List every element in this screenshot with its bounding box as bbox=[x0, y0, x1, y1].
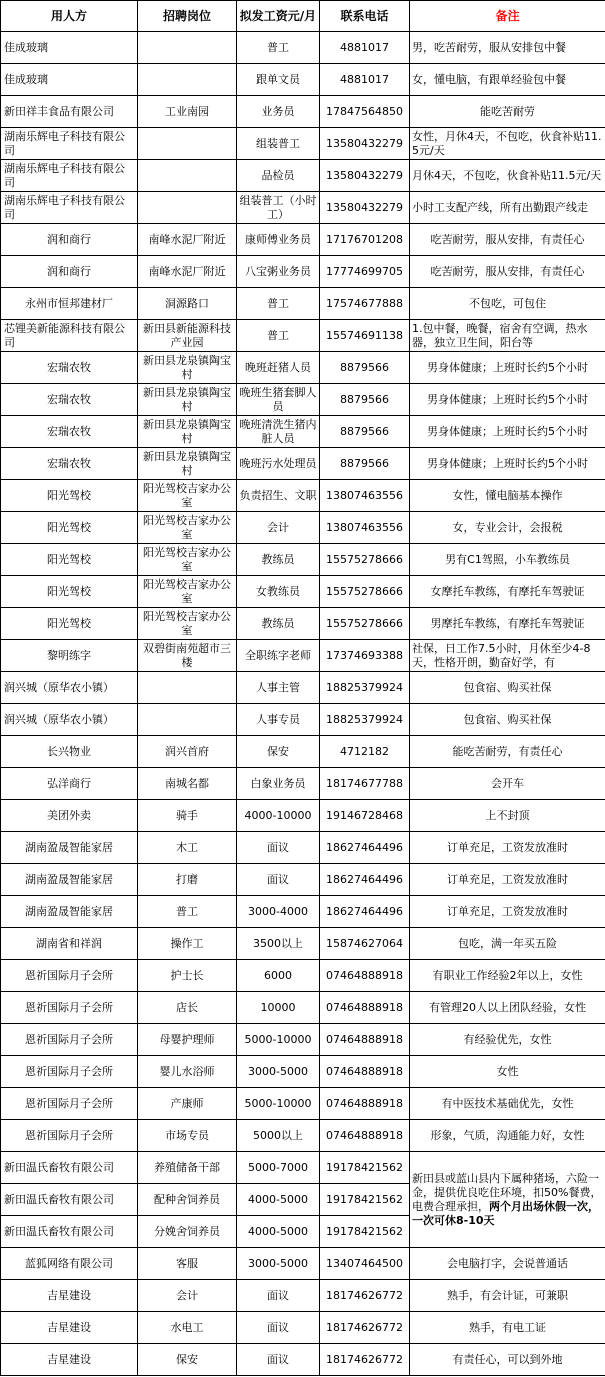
table-row bbox=[1, 64, 605, 96]
remark-cell: 有责任心，可以到外地 bbox=[410, 1344, 605, 1376]
remark-cell: 有中医技术基础优先，女性 bbox=[410, 1088, 605, 1120]
remark-cell: 包食宿、购买社保 bbox=[410, 672, 605, 704]
table-row bbox=[1, 288, 605, 320]
phone-cell: 18825379924 bbox=[320, 672, 410, 704]
location-cell: 润兴首府 bbox=[138, 736, 237, 768]
employer-cell: 恩祈国际月子会所 bbox=[1, 992, 138, 1024]
remark-cell: 有经验优先，女性 bbox=[410, 1024, 605, 1056]
phone-cell: 17574677888 bbox=[320, 288, 410, 320]
header-salary: 拟发工资元/月 bbox=[237, 1, 320, 32]
salary-cell: 5000-10000 bbox=[237, 1088, 320, 1120]
location-cell bbox=[138, 160, 237, 192]
remark-cell: 能吃苦耐劳 bbox=[410, 96, 605, 128]
table-row bbox=[1, 480, 605, 512]
remark-cell: 熟手，有电工证 bbox=[410, 1312, 605, 1344]
position-cell: 晚班生猪套脚人员 bbox=[237, 384, 320, 416]
table-row bbox=[1, 1056, 605, 1088]
remark-cell: 有职业工作经验2年以上，女性 bbox=[410, 960, 605, 992]
phone-cell: 18825379924 bbox=[320, 704, 410, 736]
location-cell: 阳光驾校吉家办公室 bbox=[138, 512, 237, 544]
phone-cell: 18627464496 bbox=[320, 832, 410, 864]
employer-cell: 长兴物业 bbox=[1, 736, 138, 768]
remark-cell: 男摩托车教练，有摩托车驾驶证 bbox=[410, 608, 605, 640]
table-row bbox=[1, 448, 605, 480]
employer-cell: 蓝狐网络有限公司 bbox=[1, 1248, 138, 1280]
position-cell: 组装普工（小时工） bbox=[237, 192, 320, 224]
salary-cell: 3500以上 bbox=[237, 928, 320, 960]
location-cell: 双碧街南苑超市三楼 bbox=[138, 640, 237, 672]
table-row bbox=[1, 896, 605, 928]
phone-cell: 07464888918 bbox=[320, 1056, 410, 1088]
table-row bbox=[1, 992, 605, 1024]
table-row bbox=[1, 416, 605, 448]
table-row bbox=[1, 768, 605, 800]
location-cell: 新田县龙泉镇陶宝村 bbox=[138, 448, 237, 480]
phone-cell: 8879566 bbox=[320, 448, 410, 480]
position-cell: 教练员 bbox=[237, 608, 320, 640]
table-row bbox=[1, 864, 605, 896]
table-row bbox=[1, 1312, 605, 1344]
phone-cell: 07464888918 bbox=[320, 1024, 410, 1056]
table-row bbox=[1, 576, 605, 608]
phone-cell: 4881017 bbox=[320, 64, 410, 96]
table-row bbox=[1, 128, 605, 160]
position-cell: 分娩舍饲养员 bbox=[138, 1216, 237, 1248]
table-row bbox=[1, 512, 605, 544]
location-cell: 阳光驾校吉家办公室 bbox=[138, 480, 237, 512]
table-row bbox=[1, 928, 605, 960]
header-employer: 用人方 bbox=[1, 1, 138, 32]
position-cell: 白象业务员 bbox=[237, 768, 320, 800]
table-row bbox=[1, 1120, 605, 1152]
location-cell bbox=[138, 192, 237, 224]
position-cell: 全职练字老师 bbox=[237, 640, 320, 672]
salary-cell: 6000 bbox=[237, 960, 320, 992]
location-cell bbox=[138, 128, 237, 160]
employer-cell: 湖南盈晟智能家居 bbox=[1, 864, 138, 896]
salary-cell: 面议 bbox=[237, 1312, 320, 1344]
salary-cell: 3000-4000 bbox=[237, 896, 320, 928]
position-cell: 女教练员 bbox=[237, 576, 320, 608]
remark-cell: 1.包中餐，晚餐，宿舍有空调，热水器，独立卫生间，阳台等 bbox=[410, 320, 605, 352]
location-cell: 南峰水泥厂附近 bbox=[138, 256, 237, 288]
position-cell: 市场专员 bbox=[138, 1120, 237, 1152]
position-cell: 晚班污水处理员 bbox=[237, 448, 320, 480]
employer-cell: 吉星建设 bbox=[1, 1344, 138, 1376]
position-cell: 品检员 bbox=[237, 160, 320, 192]
employer-cell: 永州市恒邦建材厂 bbox=[1, 288, 138, 320]
phone-cell: 4881017 bbox=[320, 32, 410, 64]
location-cell: 工业南园 bbox=[138, 96, 237, 128]
position-cell: 配种舍饲养员 bbox=[138, 1184, 237, 1216]
header-row bbox=[1, 1, 605, 32]
remark-cell: 吃苦耐劳，服从安排，有责任心 bbox=[410, 224, 605, 256]
remark-cell: 不包吃，可包住 bbox=[410, 288, 605, 320]
location-cell bbox=[138, 704, 237, 736]
salary-cell: 5000-10000 bbox=[237, 1024, 320, 1056]
salary-cell: 面议 bbox=[237, 864, 320, 896]
employer-cell: 吉星建设 bbox=[1, 1280, 138, 1312]
employer-cell: 恩祈国际月子会所 bbox=[1, 1120, 138, 1152]
table-row bbox=[1, 704, 605, 736]
position-cell: 母婴护理师 bbox=[138, 1024, 237, 1056]
phone-cell: 18174626772 bbox=[320, 1312, 410, 1344]
employer-cell: 恩祈国际月子会所 bbox=[1, 1024, 138, 1056]
position-cell: 保安 bbox=[237, 736, 320, 768]
remark-cell: 形象，气质，沟通能力好，女性 bbox=[410, 1120, 605, 1152]
salary-cell: 4000-5000 bbox=[237, 1184, 320, 1216]
phone-cell: 19178421562 bbox=[320, 1216, 410, 1248]
table-row bbox=[1, 352, 605, 384]
location-cell: 阳光驾校吉家办公室 bbox=[138, 576, 237, 608]
table-row bbox=[1, 1248, 605, 1280]
employer-cell: 佳成玻璃 bbox=[1, 64, 138, 96]
remark-cell: 订单充足，工资发放准时 bbox=[410, 832, 605, 864]
employer-cell: 佳成玻璃 bbox=[1, 32, 138, 64]
location-cell: 阳光驾校吉家办公室 bbox=[138, 608, 237, 640]
remark-cell: 吃苦耐劳，服从安排，有责任心 bbox=[410, 256, 605, 288]
employer-cell: 新田温氏畜牧有限公司 bbox=[1, 1152, 138, 1184]
salary-cell: 5000-7000 bbox=[237, 1152, 320, 1184]
remark-cell: 小时工支配产线，所有出勤跟产线走 bbox=[410, 192, 605, 224]
remark-cell: 女性，懂电脑基本操作 bbox=[410, 480, 605, 512]
position-cell: 会计 bbox=[138, 1280, 237, 1312]
remark-cell: 女性 bbox=[410, 1056, 605, 1088]
salary-cell: 4000-10000 bbox=[237, 800, 320, 832]
remark-cell: 女，专业会计，会报税 bbox=[410, 512, 605, 544]
employer-cell: 美团外卖 bbox=[1, 800, 138, 832]
remark-cell: 订单充足，工资发放准时 bbox=[410, 864, 605, 896]
table-row bbox=[1, 192, 605, 224]
remark-cell: 订单充足，工资发放准时 bbox=[410, 896, 605, 928]
salary-cell: 5000以上 bbox=[237, 1120, 320, 1152]
salary-cell: 面议 bbox=[237, 1280, 320, 1312]
table-row bbox=[1, 1088, 605, 1120]
position-cell: 组装普工 bbox=[237, 128, 320, 160]
phone-cell: 17774699705 bbox=[320, 256, 410, 288]
table-row bbox=[1, 672, 605, 704]
header-position: 招聘岗位 bbox=[138, 1, 237, 32]
table-row bbox=[1, 1152, 605, 1184]
phone-cell: 15575278666 bbox=[320, 576, 410, 608]
employer-cell: 弘洋商行 bbox=[1, 768, 138, 800]
merged-remark-text: 新田县或蓝山县内下属种猪场，六险一金，提供优良吃住环境，扣50%餐费，电费合理承担， bbox=[412, 1171, 602, 1213]
remark-cell: 月休4天，不包吃，伙食补贴11.5元/天 bbox=[410, 160, 605, 192]
position-cell: 普工 bbox=[237, 32, 320, 64]
employer-cell: 新田温氏畜牧有限公司 bbox=[1, 1216, 138, 1248]
position-cell: 木工 bbox=[138, 832, 237, 864]
table-row bbox=[1, 960, 605, 992]
position-cell: 业务员 bbox=[237, 96, 320, 128]
remark-cell: 有管理20人以上团队经验，女性 bbox=[410, 992, 605, 1024]
phone-cell: 15575278666 bbox=[320, 608, 410, 640]
phone-cell: 15574691138 bbox=[320, 320, 410, 352]
location-cell: 阳光驾校吉家办公室 bbox=[138, 544, 237, 576]
phone-cell: 18174626772 bbox=[320, 1280, 410, 1312]
salary-cell: 10000 bbox=[237, 992, 320, 1024]
phone-cell: 13580432279 bbox=[320, 192, 410, 224]
salary-cell: 3000-5000 bbox=[237, 1248, 320, 1280]
position-cell: 人事主管 bbox=[237, 672, 320, 704]
phone-cell: 17847564850 bbox=[320, 96, 410, 128]
remark-cell: 包吃，满一年买五险 bbox=[410, 928, 605, 960]
merged-remark-bold: 两个月出场休假一次，一次可休8-10天 bbox=[412, 1199, 599, 1227]
phone-cell: 17176701208 bbox=[320, 224, 410, 256]
location-cell bbox=[138, 64, 237, 96]
employer-cell: 芯锂美新能源科技有限公司 bbox=[1, 320, 138, 352]
employer-cell: 新田温氏畜牧有限公司 bbox=[1, 1184, 138, 1216]
position-cell: 人事专员 bbox=[237, 704, 320, 736]
table-row bbox=[1, 736, 605, 768]
position-cell: 客服 bbox=[138, 1248, 237, 1280]
employer-cell: 恩祈国际月子会所 bbox=[1, 1088, 138, 1120]
table-row bbox=[1, 800, 605, 832]
position-cell: 普工 bbox=[237, 320, 320, 352]
employer-cell: 润和商行 bbox=[1, 224, 138, 256]
position-cell: 护士长 bbox=[138, 960, 237, 992]
phone-cell: 18627464496 bbox=[320, 896, 410, 928]
employer-cell: 阳光驾校 bbox=[1, 480, 138, 512]
employer-cell: 湖南乐辉电子科技有限公司 bbox=[1, 128, 138, 160]
employer-cell: 宏瑞农牧 bbox=[1, 384, 138, 416]
employer-cell: 阳光驾校 bbox=[1, 608, 138, 640]
employer-cell: 宏瑞农牧 bbox=[1, 416, 138, 448]
remark-cell: 会开车 bbox=[410, 768, 605, 800]
position-cell: 养殖储备干部 bbox=[138, 1152, 237, 1184]
remark-cell: 熟手，有会计证，可兼职 bbox=[410, 1280, 605, 1312]
table-row bbox=[1, 160, 605, 192]
phone-cell: 19178421562 bbox=[320, 1152, 410, 1184]
phone-cell: 19178421562 bbox=[320, 1184, 410, 1216]
table-row bbox=[1, 832, 605, 864]
employer-cell: 吉星建设 bbox=[1, 1312, 138, 1344]
phone-cell: 07464888918 bbox=[320, 960, 410, 992]
employer-cell: 新田祥丰食品有限公司 bbox=[1, 96, 138, 128]
location-cell: 南峰水泥厂附近 bbox=[138, 224, 237, 256]
remark-cell: 上不封顶 bbox=[410, 800, 605, 832]
remark-cell: 女性，月休4天，不包吃，伙食补贴11.5元/天 bbox=[410, 128, 605, 160]
table-row bbox=[1, 320, 605, 352]
header-phone: 联系电话 bbox=[320, 1, 410, 32]
employer-cell: 恩祈国际月子会所 bbox=[1, 960, 138, 992]
position-cell: 晚班赶猪人员 bbox=[237, 352, 320, 384]
phone-cell: 15874627064 bbox=[320, 928, 410, 960]
remark-cell: 男身体健康；上班时长约5个小时 bbox=[410, 352, 605, 384]
remark-cell: 男有C1驾照，小车教练员 bbox=[410, 544, 605, 576]
position-cell: 晚班清洗生猪内脏人员 bbox=[237, 416, 320, 448]
position-cell: 打磨 bbox=[138, 864, 237, 896]
employer-cell: 阳光驾校 bbox=[1, 512, 138, 544]
phone-cell: 18627464496 bbox=[320, 864, 410, 896]
remark-cell: 包食宿、购买社保 bbox=[410, 704, 605, 736]
position-cell: 保安 bbox=[138, 1344, 237, 1376]
location-cell: 新田县龙泉镇陶宝村 bbox=[138, 384, 237, 416]
position-cell: 教练员 bbox=[237, 544, 320, 576]
position-cell: 康师傅业务员 bbox=[237, 224, 320, 256]
phone-cell: 13580432279 bbox=[320, 128, 410, 160]
table-row bbox=[1, 1024, 605, 1056]
phone-cell: 4712182 bbox=[320, 736, 410, 768]
location-cell: 洞源路口 bbox=[138, 288, 237, 320]
phone-cell: 17374693388 bbox=[320, 640, 410, 672]
employer-cell: 阳光驾校 bbox=[1, 576, 138, 608]
salary-cell: 面议 bbox=[237, 832, 320, 864]
remark-cell: 女，懂电脑，有跟单经验包中餐 bbox=[410, 64, 605, 96]
table-row bbox=[1, 384, 605, 416]
position-cell: 婴儿水浴师 bbox=[138, 1056, 237, 1088]
table-row bbox=[1, 96, 605, 128]
phone-cell: 07464888918 bbox=[320, 992, 410, 1024]
remark-cell: 男身体健康；上班时长约5个小时 bbox=[410, 416, 605, 448]
table-row bbox=[1, 544, 605, 576]
position-cell: 操作工 bbox=[138, 928, 237, 960]
employer-cell: 恩祈国际月子会所 bbox=[1, 1056, 138, 1088]
phone-cell: 07464888918 bbox=[320, 1120, 410, 1152]
remark-cell: 会电脑打字，会说普通话 bbox=[410, 1248, 605, 1280]
employer-cell: 宏瑞农牧 bbox=[1, 352, 138, 384]
location-cell: 新田县龙泉镇陶宝村 bbox=[138, 352, 237, 384]
location-cell bbox=[138, 32, 237, 64]
employer-cell: 湖南盈晟智能家居 bbox=[1, 832, 138, 864]
merged-remark-cell bbox=[410, 1152, 605, 1248]
remark-cell: 男身体健康；上班时长约5个小时 bbox=[410, 384, 605, 416]
phone-cell: 13407464500 bbox=[320, 1248, 410, 1280]
salary-cell: 3000-5000 bbox=[237, 1056, 320, 1088]
table-row bbox=[1, 608, 605, 640]
position-cell: 水电工 bbox=[138, 1312, 237, 1344]
location-cell bbox=[138, 672, 237, 704]
phone-cell: 13580432279 bbox=[320, 160, 410, 192]
position-cell: 会计 bbox=[237, 512, 320, 544]
employer-cell: 湖南乐辉电子科技有限公司 bbox=[1, 192, 138, 224]
table-row bbox=[1, 224, 605, 256]
phone-cell: 8879566 bbox=[320, 352, 410, 384]
employer-cell: 润和商行 bbox=[1, 256, 138, 288]
location-cell: 南城名都 bbox=[138, 768, 237, 800]
phone-cell: 18174677788 bbox=[320, 768, 410, 800]
position-cell: 骑手 bbox=[138, 800, 237, 832]
employer-cell: 润兴城（原华农小镇） bbox=[1, 704, 138, 736]
table-row bbox=[1, 1280, 605, 1312]
employer-cell: 阳光驾校 bbox=[1, 544, 138, 576]
phone-cell: 8879566 bbox=[320, 384, 410, 416]
header-remarks: 备注 bbox=[410, 1, 605, 32]
employer-cell: 湖南盈晟智能家居 bbox=[1, 896, 138, 928]
employer-cell: 润兴城（原华农小镇） bbox=[1, 672, 138, 704]
remark-cell: 男身体健康；上班时长约5个小时 bbox=[410, 448, 605, 480]
phone-cell: 13807463556 bbox=[320, 512, 410, 544]
position-cell: 店长 bbox=[138, 992, 237, 1024]
phone-cell: 19146728468 bbox=[320, 800, 410, 832]
position-cell: 八宝粥业务员 bbox=[237, 256, 320, 288]
employer-cell: 黎明练字 bbox=[1, 640, 138, 672]
location-cell: 新田县龙泉镇陶宝村 bbox=[138, 416, 237, 448]
table-row bbox=[1, 1344, 605, 1376]
employer-cell: 宏瑞农牧 bbox=[1, 448, 138, 480]
phone-cell: 18174626772 bbox=[320, 1344, 410, 1376]
remark-cell: 男，吃苦耐劳，服从安排包中餐 bbox=[410, 32, 605, 64]
phone-cell: 13807463556 bbox=[320, 480, 410, 512]
phone-cell: 8879566 bbox=[320, 416, 410, 448]
location-cell: 新田县新能源科技产业园 bbox=[138, 320, 237, 352]
position-cell: 产康师 bbox=[138, 1088, 237, 1120]
position-cell: 普工 bbox=[138, 896, 237, 928]
position-cell: 跟单文员 bbox=[237, 64, 320, 96]
table-row bbox=[1, 256, 605, 288]
remark-cell: 社保，日工作7.5小时，月休至少4-8天，性格开朗，勤奋好学，有 bbox=[410, 640, 605, 672]
employer-cell: 湖南省和祥润 bbox=[1, 928, 138, 960]
phone-cell: 07464888918 bbox=[320, 1088, 410, 1120]
remark-cell: 女摩托车教练，有摩托车驾驶证 bbox=[410, 576, 605, 608]
table-row bbox=[1, 640, 605, 672]
table-row bbox=[1, 32, 605, 64]
salary-cell: 面议 bbox=[237, 1344, 320, 1376]
employer-cell: 湖南乐辉电子科技有限公司 bbox=[1, 160, 138, 192]
salary-cell: 4000-5000 bbox=[237, 1216, 320, 1248]
position-cell: 普工 bbox=[237, 288, 320, 320]
remark-cell: 能吃苦耐劳，有责任心 bbox=[410, 736, 605, 768]
phone-cell: 15575278666 bbox=[320, 544, 410, 576]
position-cell: 负责招生、文职 bbox=[237, 480, 320, 512]
